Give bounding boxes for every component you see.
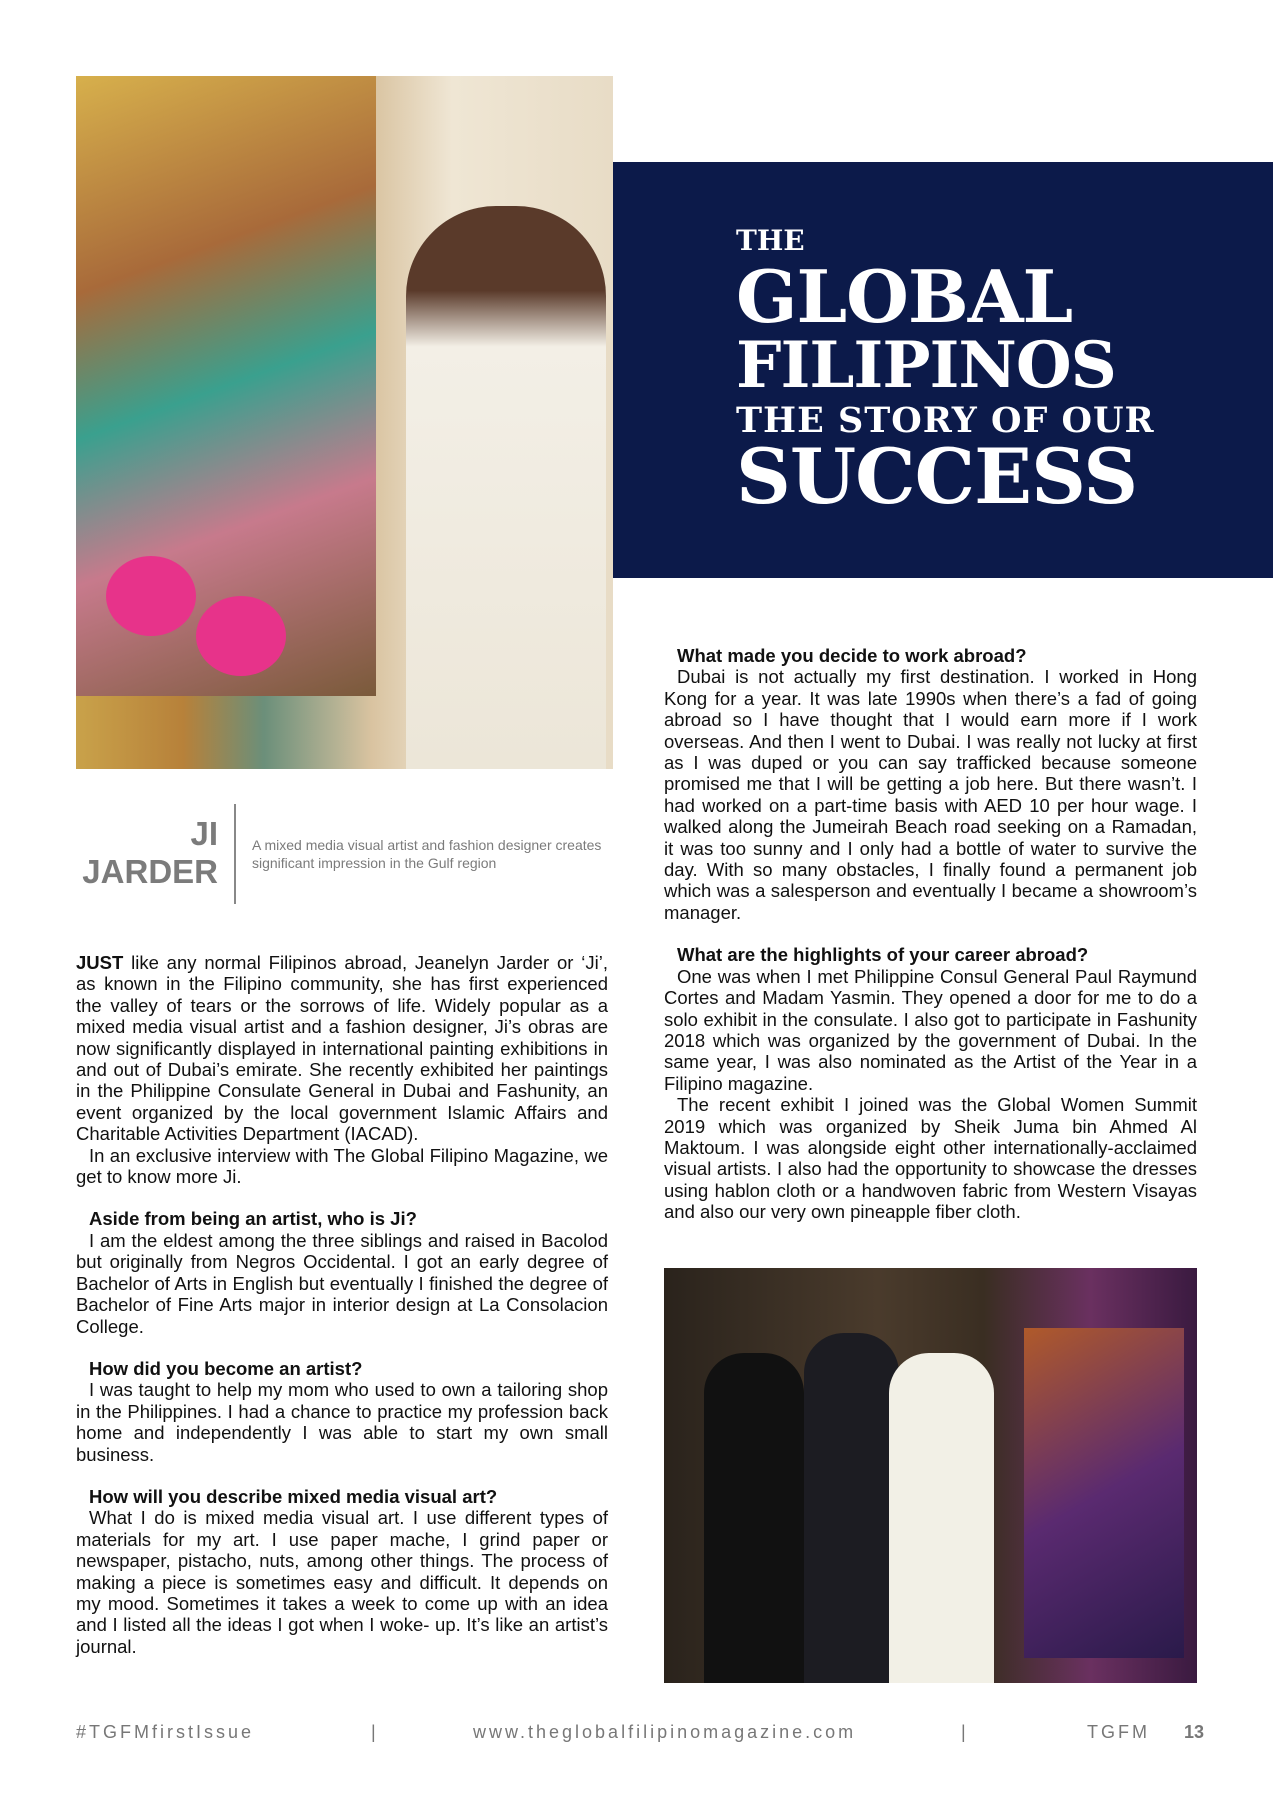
question-heading: Aside from being an artist, who is Ji? — [89, 1208, 417, 1230]
flower-motif — [196, 596, 286, 676]
paragraph: In an exclusive interview with The Global Filipino Magazine, we get to know more Ji. — [76, 1144, 608, 1188]
question-heading: What made you decide to work abroad? — [677, 645, 1027, 666]
divider — [234, 804, 236, 904]
title-story: THE STORY OF OUR — [736, 400, 1155, 441]
intro-paragraph — [76, 952, 608, 1145]
footer-url[interactable]: www.theglobalfilipinomagazine.com — [473, 1722, 857, 1742]
answer-paragraph: I was taught to help my mom who used to own a tailoring shop in the Philippines. I had a chance to practice my profession back home and independently I was able to start my own small business. — [76, 1379, 608, 1465]
footer — [0, 1722, 1273, 1742]
question-heading: How will you describe mixed media visual art? — [89, 1485, 498, 1507]
person-figure — [889, 1353, 994, 1683]
painting-on-easel — [1024, 1328, 1184, 1658]
title-success: SUCCESS — [736, 432, 1138, 521]
question-heading: What are the highlights of your career abroad? — [677, 944, 1089, 966]
last-name: JARDER — [82, 853, 218, 890]
footer-brand: TGFM — [1087, 1722, 1150, 1742]
question-heading: How did you become an artist? — [89, 1357, 363, 1379]
exhibit-group-photo — [664, 1268, 1197, 1683]
deck-text: A mixed media visual artist and fashion designer creates significant impression in the Gulf region — [252, 837, 602, 871]
title-filipinos: FILIPINOS — [736, 328, 1116, 403]
person-figure — [804, 1333, 899, 1683]
footer-separator: | — [371, 1722, 379, 1742]
first-name: JI — [190, 815, 218, 852]
page-number: 13 — [1184, 1722, 1205, 1742]
left-column — [76, 952, 608, 1657]
right-column — [664, 645, 1197, 1223]
artist-with-painting-photo — [76, 76, 613, 769]
answer-paragraph: The recent exhibit I joined was the Global Women Summit 2019 which was organized by Sheik Juma bin Ahmed Al Maktoum. I was alongside eight other internationally-acclaimed visual artists. I also had the opportunity to showcase the dresses using hablon cloth or a handwoven fabric from Western Visayas and also our very own pineapple fiber cloth. — [664, 1094, 1197, 1223]
artist-figure — [406, 206, 606, 769]
intro-text: like any normal Filipinos abroad, Jeanelyn Jarder or ‘Ji’, as known in the Filipino community, she has first experienced the valley of tears or the sorrows of life. Widely popular as a mixed media visual artist and a fashion designer, Ji’s obras are now significantly displayed in international painting exhibitions in and out of Dubai’s emirate. She recently exhibited her paintings in the Philippine Consulate General in Dubai and Fashunity, an event organized by the local government Islamic Affairs and Charitable Activities Department (IACAD). — [76, 952, 608, 1145]
lead-word: JUST — [76, 952, 124, 973]
answer-paragraph: I am the eldest among the three siblings and raised in Bacolod but originally from Negros Occidental. I got an early degree of Bachelor of Arts in English but eventually I finished the degree of Bachelor of Fine Arts major in interior design at La Consolacion College. — [76, 1229, 608, 1337]
answer-paragraph: One was when I met Philippine Consul General Paul Raymund Cortes and Madam Yasmin. They opened a door for me to do a solo exhibit in the consulate. I also got to participate in Fashunity 2018 which was organized by the government of Dubai. In the same year, I was also nominated as the Artist of the Year in a Filipino magazine. — [664, 965, 1197, 1094]
title-global: GLOBAL — [736, 254, 1073, 339]
footer-separator: | — [961, 1722, 969, 1742]
answer-paragraph: What I do is mixed media visual art. I use different types of materials for my art. I use paper mache, I grind paper or newspaper, pistacho, nuts, among other things. The process of making a piece is sometimes easy and difficult. It depends on my mood. Sometimes it takes a week to come up with an idea and I listed all the ideas I got when I woke- up. It’s like an artist’s journal. — [76, 1507, 608, 1657]
flower-motif — [106, 556, 196, 636]
title-the: THE — [736, 224, 805, 257]
profile-name — [76, 815, 218, 891]
person-figure — [704, 1353, 804, 1683]
footer-hashtag: #TGFMfirstIssue — [76, 1722, 255, 1742]
title-banner — [613, 162, 1273, 578]
answer-paragraph: Dubai is not actually my first destination. I worked in Hong Kong for a year. It was late 1990s when there’s a fad of going abroad so I have thought that I would earn more if I work overseas. And then I went to Dubai. I was really not lucky at first as I was duped or you can say trafficked because someone promised me that I will be getting a job here. But there wasn’t. I had worked on a part-time basis with AED 10 per hour wage. I walked along the Jumeirah Beach road seeking on a Ramadan, it was too sunny and I only had a bottle of water to survive the day. With so many obstacles, I finally found a permanent job which was a salesperson and eventually I became a showroom’s manager. — [664, 666, 1197, 923]
